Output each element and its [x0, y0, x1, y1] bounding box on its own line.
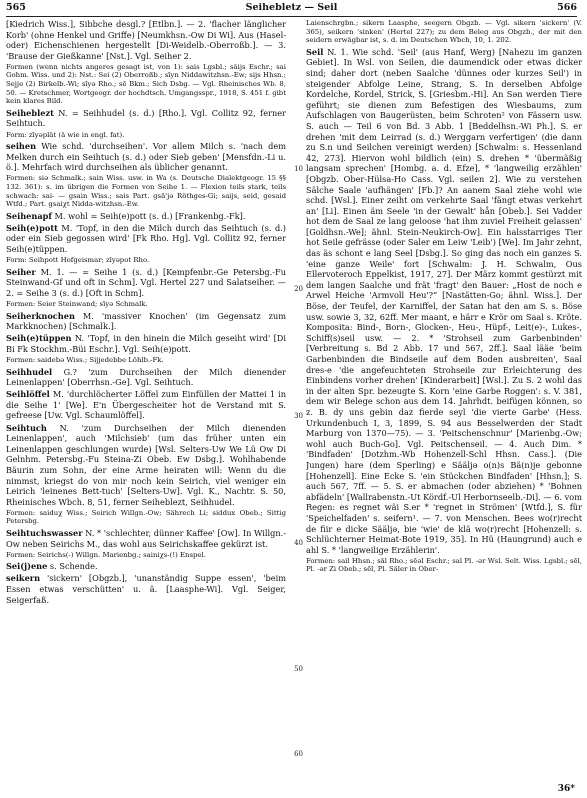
left-column [6, 19, 286, 776]
forms-note: Laienschrgbn.; sikern Laasphe, seegern Obgzb. — Vgl. sikern 'sickern' (V. 365), seikern 'sinken' (Hertel 227); zu dem Beleg aus Obgzb., der mit den seidern erwägbar ist, s. d. im Deutschen Wbch, 10, 1. 202. [306, 19, 582, 45]
forms-note: Formen: sail Hhsn.; sāl Rho.; sēəl Eschr.; sal Pl. -ər Wsl. Selt. Wiss. Lgsbl.; sēl, Pl. -ər Zi Obeb.; sēl, Pl. Säler in Ober- [306, 556, 582, 574]
dictionary-entry [6, 333, 286, 354]
dictionary-entry [6, 561, 286, 572]
entry-headword: Seiheblezt [6, 107, 54, 118]
entry-definition: N. 'zum Durchseihen der Milch dienenden Leinenlappen', auch 'Milchsieb' (um das früher unten ein Leinenlappen geschlungen wurde) [Wsl. Selters-Uw We Lü Ow Di Gelnhm. Petersbg.-Fu Steina-Zi Obeb. Ew Dsbg.]. Wohlhabende Bäurin zum Sohn, der eine Arme heiraten will: Wenn du die nimmst, kriegst do von mir noch kein Seirich, viel weniger ein Leirich 'leinenes Bett-tuch' [Selters-Uw]. Vgl. K., Nachtr. S. 50, Rheinisches Wbch. 8, 51, ferner Seiheblezt, Seihhudel. [6, 422, 286, 507]
forms-note: Form: zīyəplät (ä wie in engl. fat). [6, 130, 125, 139]
page-number-right: 566 [557, 2, 577, 13]
signature-mark: 36* [557, 784, 575, 794]
line-number: 50 [294, 665, 303, 673]
dictionary-entry [6, 389, 286, 421]
forms-note: Formen: siə Schmalk.; sain Wiss. usw. in Wa (s. Deutsche Dialektgeogr. 15 §§ 132. 361): s. im übrigen die Formen von Seihe 1. — Flexion teils stark, teils schwach: sai- — gsain Wiss.; sais Part. gsā'jə Röthges-Gi; saijs, seid, gesaid Wtfd.; Part. gsaiχt Nidda-witzhsn.-Ew. [6, 174, 286, 209]
entry-definition: N. 1. Wie schd. 'Seil' (aus Hanf, Werg) [Nahezu im ganzen Gebiet]. In Wsl. von Seilen, die daumendick oder etwas dicker sind; daher dort (neben Saalche 'dünnes oder kurzes Seil') in steigender Abfolge Leine, Strang, S. In derselben Abfolge Kordelche, Kordel, Strick, S. [Griesbm.-Hi]. An Sən werden Tiere geführt; sie dienen zum Befestigen des Wiesbaums, zum Aufschlagen von Baugerüsten, beim Schroten² von Fässern usw. S. auch — Teil 6 von Bd. 3 Abb. 1 [Beddelhsn.-Wi Ph.]. S. er drehen 'mit dem Leirrad (s. d.) Werggarn verfertigen' (die dann zu S.n und Seilchen vereinigt werden) [Schwalm: s. Hessenland 42, 273]. Hiervon wohl bildlich (ein) S. drehen * 'übermäßig langsam sprechen' [Hombg. a. d. Efze], * 'langweilig erzählen' [Obgzb. Ober-Hülsa-Ho Cass. Vgl. seilen 2]. Wie zu verstehen Sälche Saale 'aufhängen' [Fb.]? An aanem Saal ziehe wohl wie schd. [Wsl.]. Einer zeiht om verkehrte Saal 'fängt etwas verkehrt an' [Li]. Einen äm Seele 'in der Gewalt' hån [Obeb.]. Sei Vadder hot dem de Saal ze lang geloose 'hat ihm zuviel Freiheit gelassen' [Goldhsn.-We]; ähnl. Stein-Neukirch-Ow]. Ein halsstarriges Tier hot Seile gefrässe (oder Saler em Leiw 'Leib') [We]. Im Jahr zehnt, das äs schont e lang Seel [Dsbg.]. So ging das noch ein ganzes S. 'eine ganze Weile' fort [Schwalm: J. H. Schwalm, Ous Ellervoteroch Eppelkist, 1917, 27]. Der März kommt gestürzt mit dem langen Saalche und frät 'fragt' den Bauer: „Host de noch e Arwel Heiche 'Armvoll Heu'?“ [Nastätten-Go; ähnl. Wiss.]. Der Böse, der Teufel, der Karniffel, der Satan hat den am S. s. Böse usw. sowie 3, 32, 62ff. Mer maant, e härr e Krör om Saal s. Kröte. Komposita: Bind-, Born-, Glocken-, Heu-, Hüpf-, Leit(e)-, Lukes-, Schiff(s)seil usw. — 2. * 'Strohseil zum Garbenbinden' [Verbreitung s. Bd 2 Abb. 17 und 567, 2ff.]. Saal lääe 'beim Garbenbinden die Bindseile auf dem Boden ausbreiten', Saal dres-e 'die angefeuchteten Strohseile zur Erleichterung des Einbindens vorher drehen' [Kinderarbeit] [Wsl.]. Zu S. 2 wohl das in der alten Spr. bezeugte S. Korn 'eine Garbe Roggen': s. V. 381, dem wir Belege schon aus dem 14. Jahrhdt. beifügen können, so z. B. dy uns gebin daz fierde seyl 'die vierte Garbe' (Hess. Urkundenbuch I, 3, 1899, S. 94 aus Besselwerden der Stadt Marburg von 1370—75). — 3. 'Peitschenschnur' [Marienbg.-Ow; wohl auch Buch-Go]. Vgl. Peitschenseil. — 4. Auch Dim. * 'Bindfaden' [Dotzhm.-Wb Hohenzell-Schl Hhsn. Cass.]. (Die Jungen) hare (dem Sperling) e Sääljə o(n)s Bä(n)je gebonne [Hohenzell]. Eine Ecke S. 'ein Stückchen Bindfaden' [Hhsn.]; S. auch 567, 7ff. — 5. S. er abmachen (oder abziehen) * 'Bohnen abfädeln' [Wallrabenstn.-Ut Kördf.-Ul Herbornseelb.-Di]. — 6. vom Regen: es regnet wäi S.er * 'regnet in Strömen' [Wtfd.], S. für 'Speichelfaden' s. seifern¹. — 7. von Menschen. Bees wo(r)recht de fiir e dicke Sääljə, bie 'wie' de klä wo(r)recht [Hohenzell: s. Schlüchterner Heimat-Bote 1919, 35]. In Hü (Haungrund) auch e ahl S. * 'langweilige Erzählerin'. [306, 46, 582, 555]
dictionary-entry [6, 423, 286, 508]
running-title: Seihebletz — Seil [245, 2, 338, 13]
entry-headword: Seil [306, 46, 324, 57]
forms-note: Formen (wenn nichts angeres gesagt ist, von 1): sais Lgsbl.; säijs Eschr.; sai Gohm. Wiss. und 2): Nst.: Sei (2) Oberroßb.; sīyn Niddawitzhsn.-Ew; sijs Hhsn.; Sejje (2) Birkelb.-Wi; sīyə Rho.; sē Bkm.; Sich Dsbg. — Vgl. Rheinisches Wb. 8, 50. — Kretschmer, Wortgeogr. der hochdtsch. Umgangsspr., 1918, S. 451 f. gibt kein klares Bild. [6, 62, 286, 106]
continued-text: [Kiedrich Wiss.], Sibbche desgl.? [Etlbn.]. — 2. 'flacher länglicher Korb' (ohne Henkel und Griffe) [Neumkhsn.-Ow Di Wi]. Aus (Hasel- oder) Eichenschienen hergestellt [Di-Weidelb.-Oberroßb.]. — 3. 'Brause der Gießkanne' [Nst.]. Vgl. Seiher 2. [6, 19, 286, 61]
forms-note: Formen: Seier Steinwand; sīyə Schmalk. [6, 300, 148, 309]
entry-definition: N. = Seihhudel (s. d.) [Rho.]. Vgl. Collitz 92, ferner Seihtuch. [6, 107, 286, 129]
entry-headword: Seihtuchswasser [6, 528, 83, 538]
dictionary-entry [6, 267, 286, 299]
right-column [306, 19, 582, 776]
entry-headword: Seiherknochen [6, 310, 75, 321]
dictionary-entry [6, 311, 286, 332]
entry-headword: Seih(e)tüppen [6, 333, 72, 344]
dictionary-entry [306, 47, 582, 556]
page-number-left: 565 [6, 2, 26, 13]
line-number: 20 [294, 285, 303, 293]
dictionary-entry [6, 367, 286, 388]
dictionary-entry [6, 223, 286, 255]
entry-definition: Wie schd. 'durchseihen'. Vor allem Milch s. 'nach dem Melken durch ein Seihtuch (s. d.) oder Sieb geben' [Mensfdn.-Li u. ö.]. Mehrfach wird durchseihen als üblicher genannt. [6, 141, 286, 173]
line-number: 60 [294, 750, 303, 758]
line-number-gutter [289, 19, 303, 776]
entry-definition: 'sickern' [Obgzb.], 'unanständig Suppe essen', 'beim Essen etwas verschütten' u. ä. [Laasphe-Wi]. Vgl. Seiger, Seigerfaß. [6, 573, 286, 605]
entry-definition: s. Schende. [47, 561, 98, 572]
entry-definition: M. 'durchlöcherter Löffel zum Einfüllen der Mattei 1 in die Seihe 1' [We]. E'n Übergescheiter hot de Verstand mit S. gefreese [Uw. Vgl. Schaumlöffel]. [6, 389, 286, 421]
entry-headword: Seihtuch [6, 422, 47, 433]
entry-headword: Seih(e)pott [6, 222, 58, 233]
entry-headword: seikern [6, 573, 41, 584]
line-number: 40 [294, 539, 303, 547]
line-number: 30 [294, 412, 303, 420]
forms-note: Formen: saidebə Wiss.; Sijjedebbe Löhlb.-Fk. [6, 356, 164, 364]
entry-definition: M. 1. — = Seihe 1 (s. d.) [Kempfenbr.-Ge Petersbg.-Fu Steinwand-Gf und oft in Schm]. Vgl. Hertel 227 und Salatseiher. — 2. = Seihe 3 (s. d.) [Oft in Schm]. [6, 266, 286, 298]
entry-headword: seihen [6, 141, 37, 152]
dictionary-entry [6, 108, 286, 129]
dictionary-entry [6, 141, 286, 173]
forms-note: Formen: Seirichs(-) Willgn. Marienbg.; sainiχs-(!) Enspel. [6, 550, 206, 559]
entry-definition: M. 'Topf, in den die Milch durch das Seihtuch (s. d.) oder ein Sieb gegossen wird' [Fk Rho. Hg]. Vgl. Collitz 92, ferner Seih(e)tüppen. [6, 222, 286, 255]
entry-headword: Seihhudel [6, 366, 53, 377]
entry-headword: Seihlöffel [6, 389, 50, 400]
entry-headword: Seihenapf [6, 210, 52, 221]
entry-definition: N. * 'schlechter, dünner Kaffee' [Ow]. In Willgn.-Ow neben Seirichs M., das wohl aus Seirichskaffee gekürzt ist. [6, 528, 286, 549]
entry-definition: G.? 'zum Durchseihen der Milch dienender Leinenlappen' [Oberrhsn.-Ge]. Vgl. Seihtuch. [6, 366, 286, 388]
entry-definition: M. 'massiver Knochen' (im Gegensatz zum Markknochen) [Schmalk.]. [6, 310, 286, 332]
header-rule [6, 16, 577, 17]
forms-note: Form: Seihpott Hofgeismar; zīyəpot Rho. [6, 256, 150, 265]
entry-definition: M. wohl = Seih(e)pott (s. d.) [Frankenbg.-Fk]. [51, 210, 246, 221]
line-number: 10 [294, 165, 303, 173]
dictionary-entry [6, 528, 286, 549]
dictionary-entry [6, 211, 286, 222]
entry-headword: Sei(j)ene [6, 561, 48, 572]
dictionary-entry [6, 573, 286, 605]
entry-headword: Seiher [6, 266, 36, 277]
entry-definition: N. 'Topf, in den hinein die Milch geseiht wird' [Di Bi Fk Stockhm.-Büi Eschr.]. Vgl. Seih(e)pott. [6, 333, 286, 354]
page-header [6, 2, 577, 16]
forms-note: Formen: saiduχ Wiss.; Seirich Willgn.-Ow; Sährech Li; siddux Obeb.; Sittig Petersbg. [6, 508, 286, 526]
